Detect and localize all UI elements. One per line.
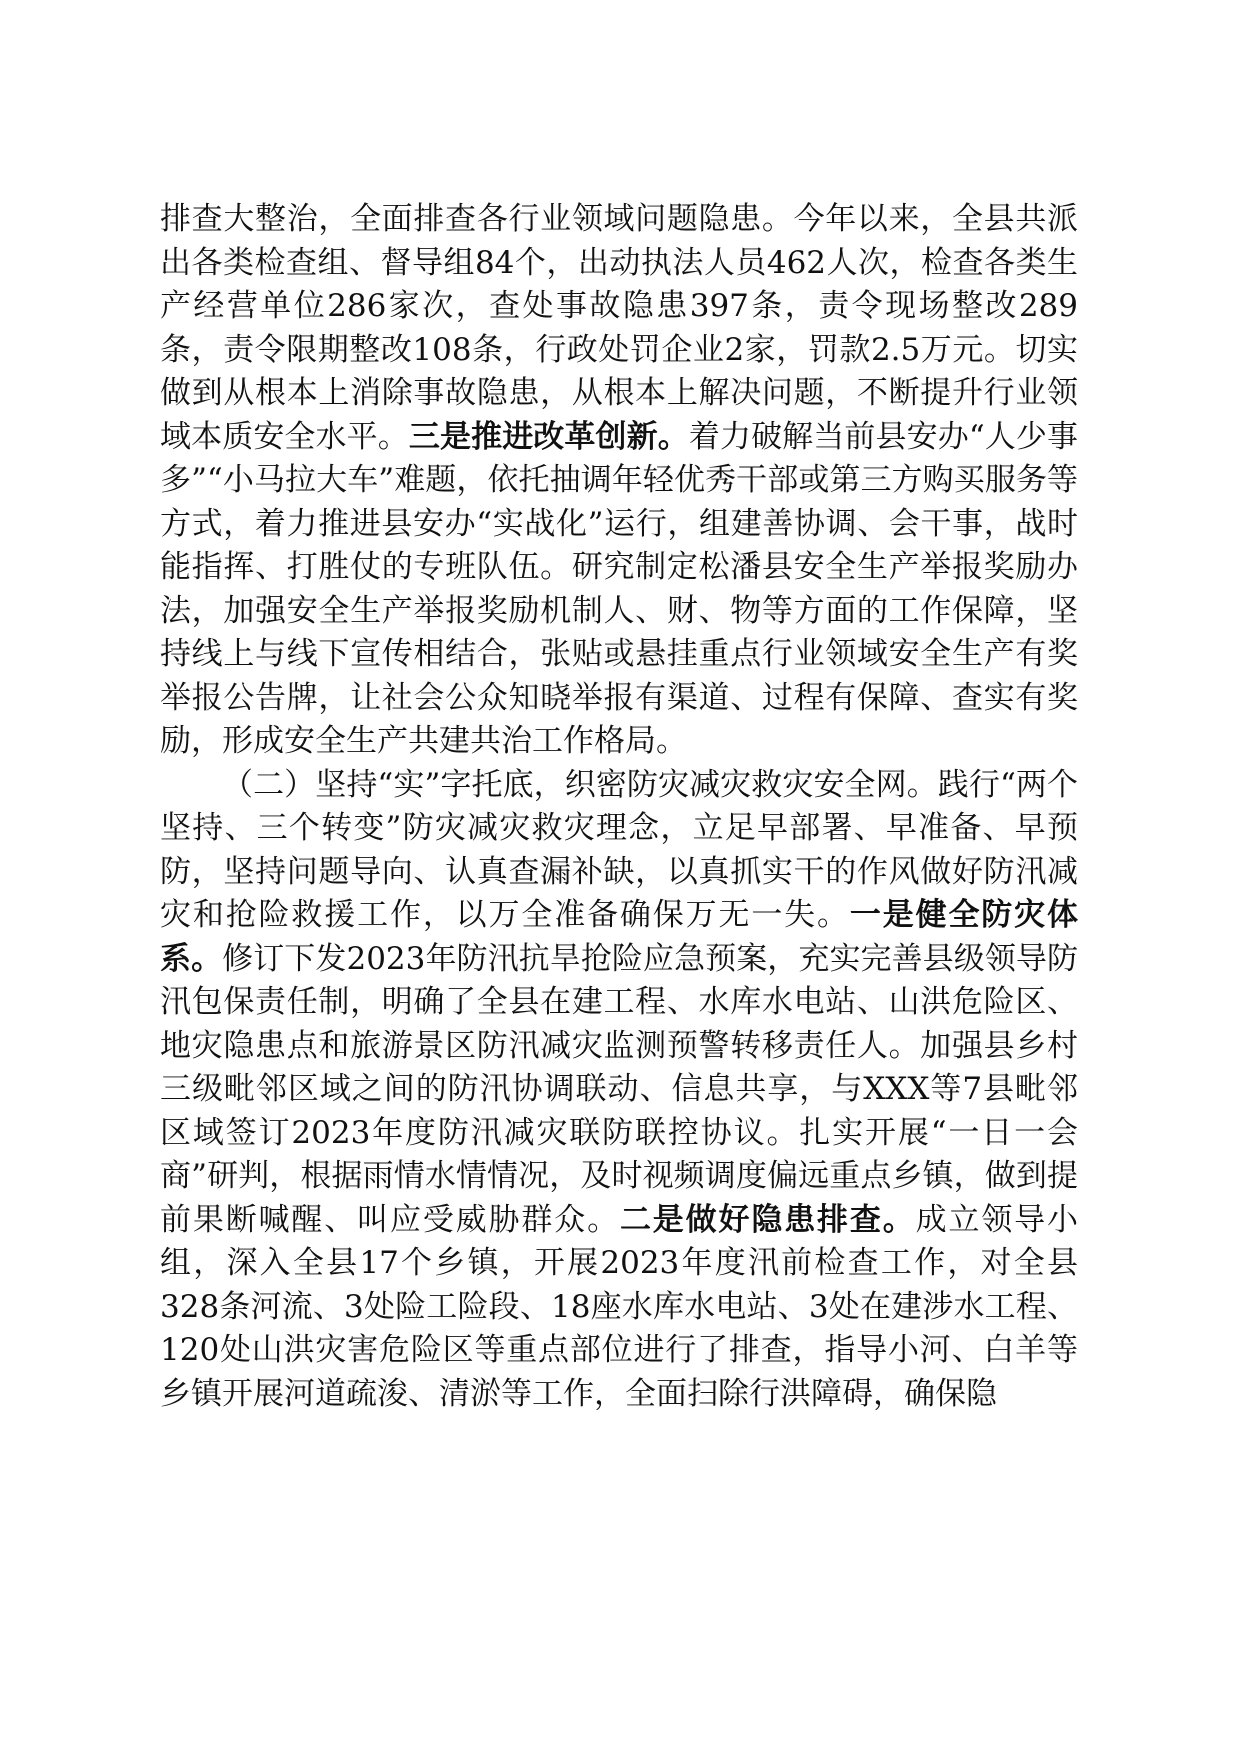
- text-segment: 修订下发2023年防汛抗旱抢险应急预案，充实完善县级领导防汛包保责任制，明确了全县在建工程、水库水电站、山洪危险区、地灾隐患点和旅游景区防汛减灾监测预警转移责任人。加强县乡村三级毗邻区域之间的防汛协调联动、信息共享，与XXX等7县毗邻区域签订2023年度防汛减灾联防联控协议。扎实开展“一日一会商”研判，根据雨情水情情况，及时视频调度偏远重点乡镇，做到提前果断喊醒、叫应受威胁群众。: [160, 940, 1078, 1238]
- text-segment: （二）坚持“实”字托底，织密防灾减灾救灾安全网。践行“两个坚持、三个转变”防灾减灾救灾理念，立足早部署、早准备、早预防，坚持问题导向、认真查漏补缺，以真抓实干的作风做好防汛减灾和抢险救援工作，以万全准备确保万无一失。: [160, 766, 1078, 933]
- text-segment: 排查大整治，全面排查各行业领域问题隐患。今年以来，全县共派出各类检查组、督导组84个，出动执法人员462人次，检查各类生产经营单位286家次，查处事故隐患397条，责令现场整改289条，责令限期整改108条，行政处罚企业2家，罚款2.5万元。切实做到从根本上消除事故隐患，从根本上解决问题，不断提升行业领域本质安全水平。: [160, 201, 1078, 455]
- paragraph-1: [160, 198, 1078, 764]
- bold-heading-reform-innovation: 三是推进改革创新。: [408, 418, 689, 455]
- bold-heading-disaster-system: 一是健全防灾体系。: [160, 897, 1079, 977]
- text-segment: 成立领导小组，深入全县17个乡镇，开展2023年度汛前检查工作，对全县328条河流、3处险工险段、18座水库水电站、3处在建涉水工程、120处山洪灾害危险区等重点部位进行了排查，指导小河、白羊等乡镇开展河道疏浚、清淤等工作，全面扫除行洪障碍，确保隐: [160, 1201, 1079, 1412]
- document-page: [160, 198, 1078, 1416]
- paragraph-2: [160, 764, 1078, 1417]
- bold-heading-hazard-inspection: 二是做好隐患排查。: [619, 1201, 916, 1238]
- text-segment: 着力破解当前县安办“人少事多”“小马拉大车”难题，依托抽调年轻优秀干部或第三方购买服务等方式，着力推进县安办“实战化”运行，组建善协调、会干事，战时能指挥、打胜仗的专班队伍。研究制定松潘县安全生产举报奖励办法，加强安全生产举报奖励机制人、财、物等方面的工作保障，坚持线上与线下宣传相结合，张贴或悬挂重点行业领域安全生产有奖举报公告牌，让社会公众知晓举报有渠道、过程有保障、查实有奖励，形成安全生产共建共治工作格局。: [160, 418, 1079, 759]
